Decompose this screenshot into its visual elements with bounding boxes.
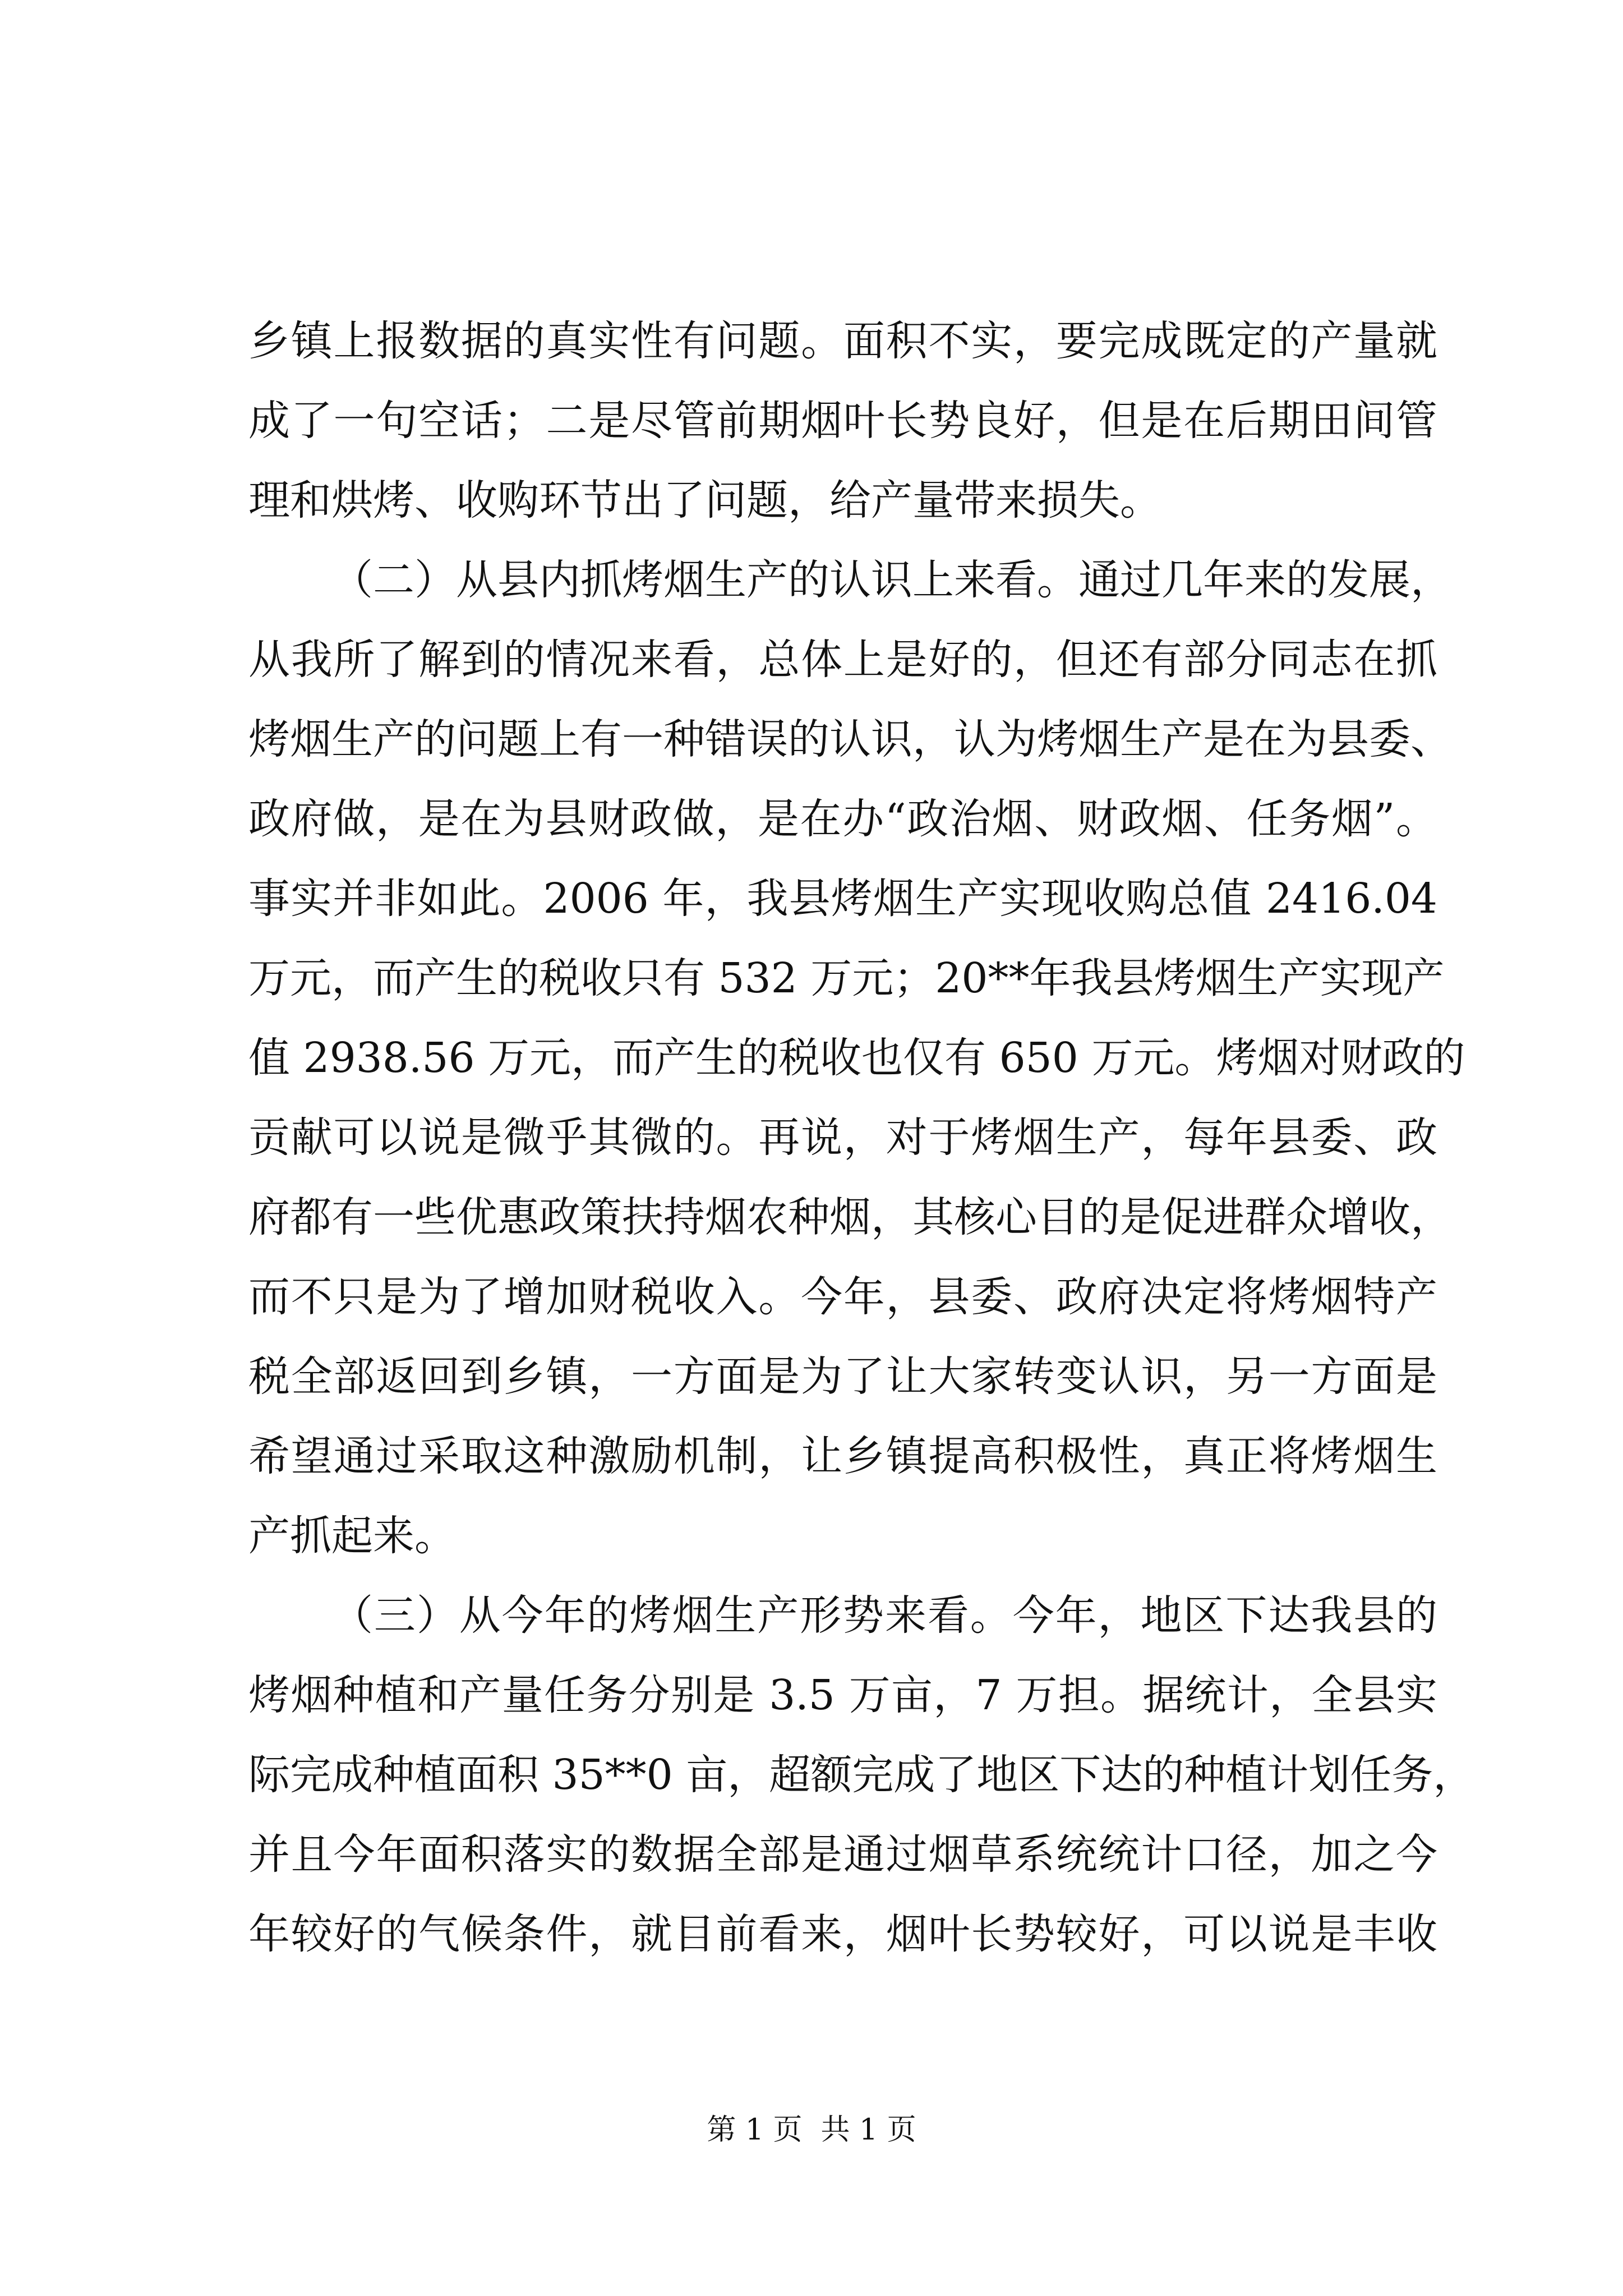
text-line: 而不只是为了增加财税收入。今年，县委、政府决定将烤烟特产 [248,1273,1437,1321]
text-line: 烤烟种植和产量任务分别是 3.5 万亩，7 万担。据统计，全县实 [248,1671,1437,1719]
text-line: 年较好的气候条件，就目前看来，烟叶长势较好，可以说是丰收 [248,1910,1437,1958]
text-line: 希望通过采取这种激励机制，让乡镇提高积极性，真正将烤烟生 [248,1432,1437,1480]
text-line: 事实并非如此。2006 年，我县烤烟生产实现收购总值 2416.04 [248,875,1437,923]
text-line: 贡献可以说是微乎其微的。再说，对于烤烟生产，每年县委、政 [248,1114,1437,1162]
document-body [248,301,1475,1974]
text-line: 烤烟生产的问题上有一种错误的认识，认为烤烟生产是在为县委、 [248,715,1452,763]
text-line: 并且今年面积落实的数据全部是通过烟草系统统计口径，加之今 [248,1830,1437,1879]
text-line: 乡镇上报数据的真实性有问题。面积不实，要完成既定的产量就 [248,317,1437,365]
text-line: 万元，而产生的税收只有 532 万元；20**年我县烤烟生产实现产 [248,954,1445,1002]
text-line: 府都有一些优惠政策扶持烟农种烟，其核心目的是促进群众增收， [248,1193,1452,1241]
text-line: 值 2938.56 万元，而产生的税收也仅有 650 万元。烤烟对财政的 [248,1034,1465,1082]
text-line: 际完成种植面积 35**0 亩，超额完成了地区下达的种植计划任务， [248,1751,1475,1799]
page-footer: 第 1 页 共 1 页 [707,2113,916,2147]
text-line: 从我所了解到的情况来看，总体上是好的，但还有部分同志在抓 [248,636,1437,684]
paragraph-heading-line: （三）从今年的烤烟生产形势来看。今年，地区下达我县的 [331,1591,1437,1640]
text-line: 税全部返回到乡镇，一方面是为了让大家转变认识，另一方面是 [248,1352,1437,1401]
paragraph-heading-line: （二）从县内抓烤烟生产的认识上来看。通过几年来的发展， [331,556,1452,604]
text-line: 成了一句空话；二是尽管前期烟叶长势良好，但是在后期田间管 [248,397,1437,445]
text-line: 政府做，是在为县财政做，是在办“政治烟、财政烟、任务烟”。 [248,795,1437,843]
text-line: 理和烘烤、收购环节出了问题，给产量带来损失。 [248,476,1161,524]
text-line: 产抓起来。 [248,1512,456,1560]
